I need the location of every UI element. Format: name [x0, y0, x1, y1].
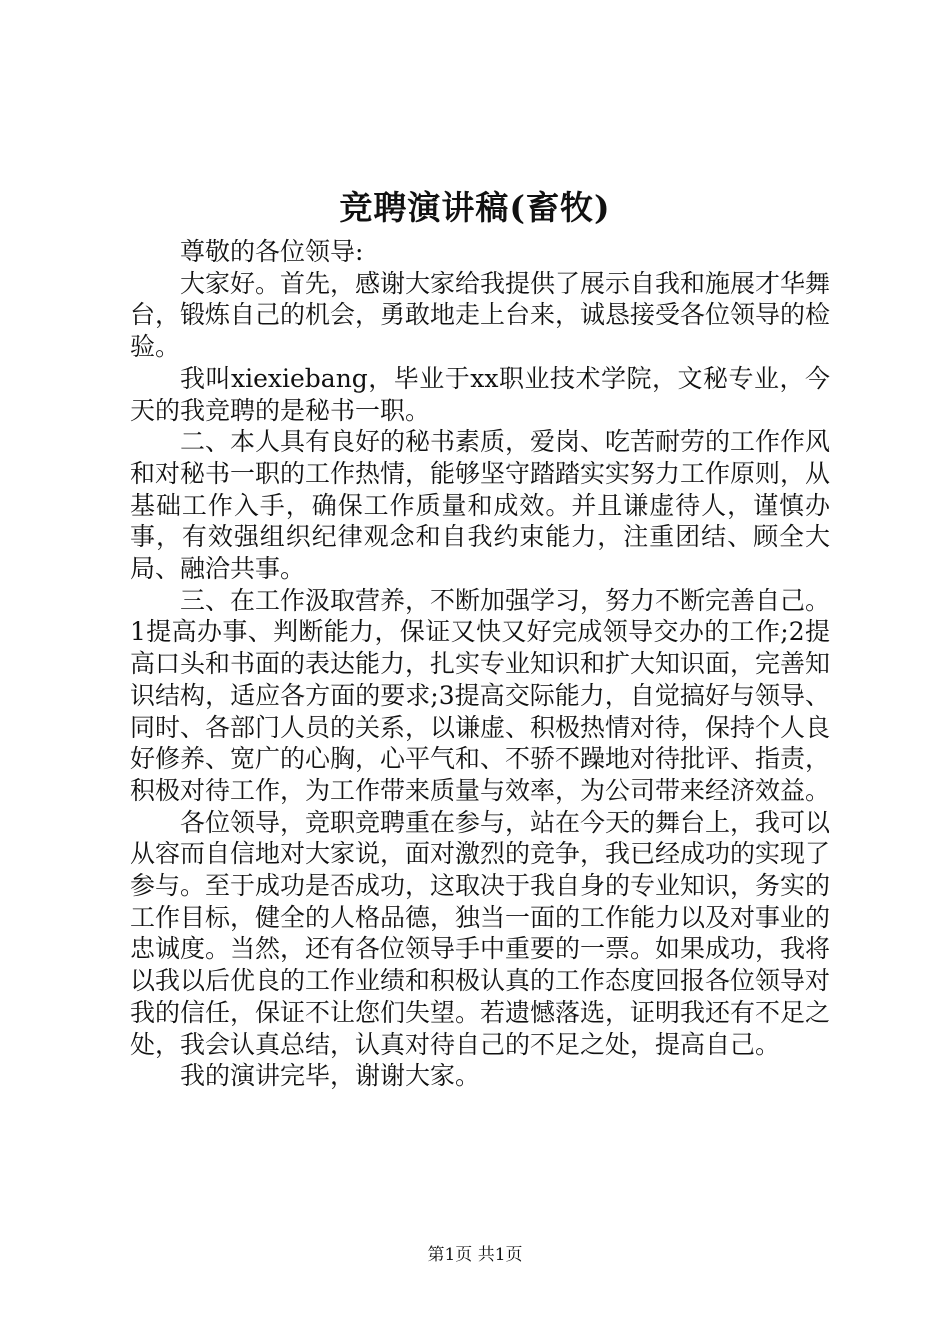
thanks-paragraph: 我的演讲完毕，谢谢大家。 — [180, 1061, 481, 1091]
document-body — [130, 236, 830, 1092]
plans-paragraph: 三、在工作汲取营养，不断加强学习，努力不断完善自己。1提高办事、判断能力，保证又快又好完成领导交办的工作;2提高口头和书面的表达能力，扎实专业知识和扩大知识面，完善知识结构，适应各方面的要求;3提高交际能力，自觉搞好与领导、同时、各部门人员的关系，以谦虚、积极热情对待，保持个人良好修养、宽广的心胸，心平气和、不骄不躁地对待批评、指责，积极对待工作，为工作带来质量与效率，为公司带来经济效益。 — [130, 585, 831, 805]
introduction-paragraph: 我叫xiexiebang，毕业于xx职业技术学院，文秘专业，今天的我竞聘的是秘书一职。 — [130, 363, 830, 425]
page-number-footer: 第1页 共1页 — [427, 1245, 523, 1265]
document-title: 竞聘演讲稿(畜牧) — [339, 188, 611, 227]
qualities-paragraph: 二、本人具有良好的秘书素质，爱岗、吃苦耐劳的工作作风和对秘书一职的工作热情，能够坚守踏踏实实努力工作原则，从基础工作入手，确保工作质量和成效。并且谦虚待人，谨慎办事，有效强组织纪律观念和自我约束能力，注重团结、顾全大局、融洽共事。 — [130, 427, 831, 584]
salutation-paragraph: 尊敬的各位领导: — [180, 237, 364, 266]
closing-paragraph: 各位领导，竞职竞聘重在参与，站在今天的舞台上，我可以从容而自信地对大家说，面对激烈的竞争，我已经成功的实现了参与。至于成功是否成功，这取决于我自身的专业知识，务实的工作目标，健全的人格品德，独当一面的工作能力以及对事业的忠诚度。当然，还有各位领导手中重要的一票。如果成功，我将以我以后优良的工作业绩和积极认真的工作态度回报各位领导对我的信任，保证不让您们失望。若遗憾落选，证明我还有不足之处，我会认真总结，认真对待自己的不足之处，提高自己。 — [130, 807, 831, 1059]
greeting-paragraph: 大家好。首先，感谢大家给我提供了展示自我和施展才华舞台，锻炼自己的机会，勇敢地走上台来，诚恳接受各位领导的检验。 — [130, 268, 831, 362]
